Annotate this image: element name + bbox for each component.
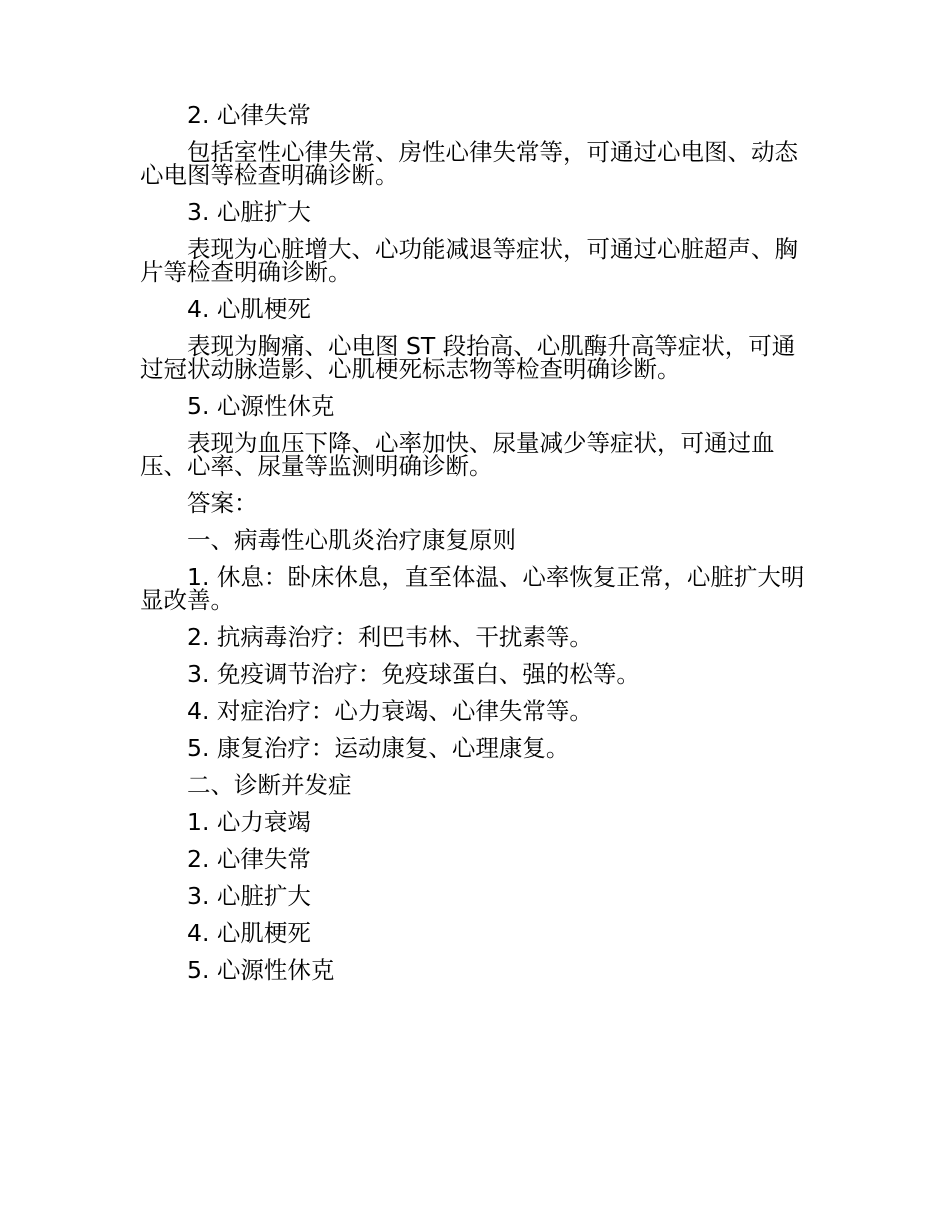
list-item-heart-failure: 1. 心力衰竭: [187, 808, 311, 836]
paragraph-treatment-immune: 3. 免疫调节治疗：免疫球蛋白、强的松等。: [187, 660, 640, 688]
paragraph-answer-label: 答案：: [187, 489, 258, 517]
list-item-shock: 5. 心源性休克: [187, 956, 335, 984]
paragraph-cardiomegaly-heading: 3. 心脏扩大: [187, 198, 311, 226]
paragraph-treatment-symptomatic: 4. 对症治疗：心力衰竭、心律失常等。: [187, 697, 593, 725]
paragraph-treatment-antiviral: 2. 抗病毒治疗：利巴韦林、干扰素等。: [187, 623, 593, 651]
section-heading-treatment: 一、病毒性心肌炎治疗康复原则: [187, 526, 516, 554]
paragraph-cardiomegaly-body: 表现为心脏增大、心功能减退等症状，可通过心脏超声、胸片等检查明确诊断。: [140, 235, 798, 286]
paragraph-infarction-body: 表现为胸痛、心电图 ST 段抬高、心肌酶升高等症状，可通过冠状动脉造影、心肌梗死标志物等检查明确诊断。: [140, 332, 796, 383]
document-body: [140, 101, 812, 996]
paragraph-treatment-rehab: 5. 康复治疗：运动康复、心理康复。: [187, 734, 570, 762]
paragraph-infarction-heading: 4. 心肌梗死: [187, 295, 311, 323]
paragraph-shock-heading: 5. 心源性休克: [187, 392, 335, 420]
paragraph-treatment-rest: 1. 休息：卧床休息，直至体温、心率恢复正常，心脏扩大明显改善。: [140, 563, 805, 614]
list-item-cardiomegaly: 3. 心脏扩大: [187, 882, 311, 910]
paragraph-shock-body: 表现为血压下降、心率加快、尿量减少等症状，可通过血压、心率、尿量等监测明确诊断。: [140, 429, 775, 480]
list-item-arrhythmia: 2. 心律失常: [187, 845, 311, 873]
list-item-infarction: 4. 心肌梗死: [187, 919, 311, 947]
paragraph-arrhythmia-heading: 2. 心律失常: [187, 101, 311, 129]
section-heading-complications: 二、诊断并发症: [187, 771, 352, 799]
paragraph-arrhythmia-body: 包括室性心律失常、房性心律失常等，可通过心电图、动态心电图等检查明确诊断。: [140, 138, 798, 189]
